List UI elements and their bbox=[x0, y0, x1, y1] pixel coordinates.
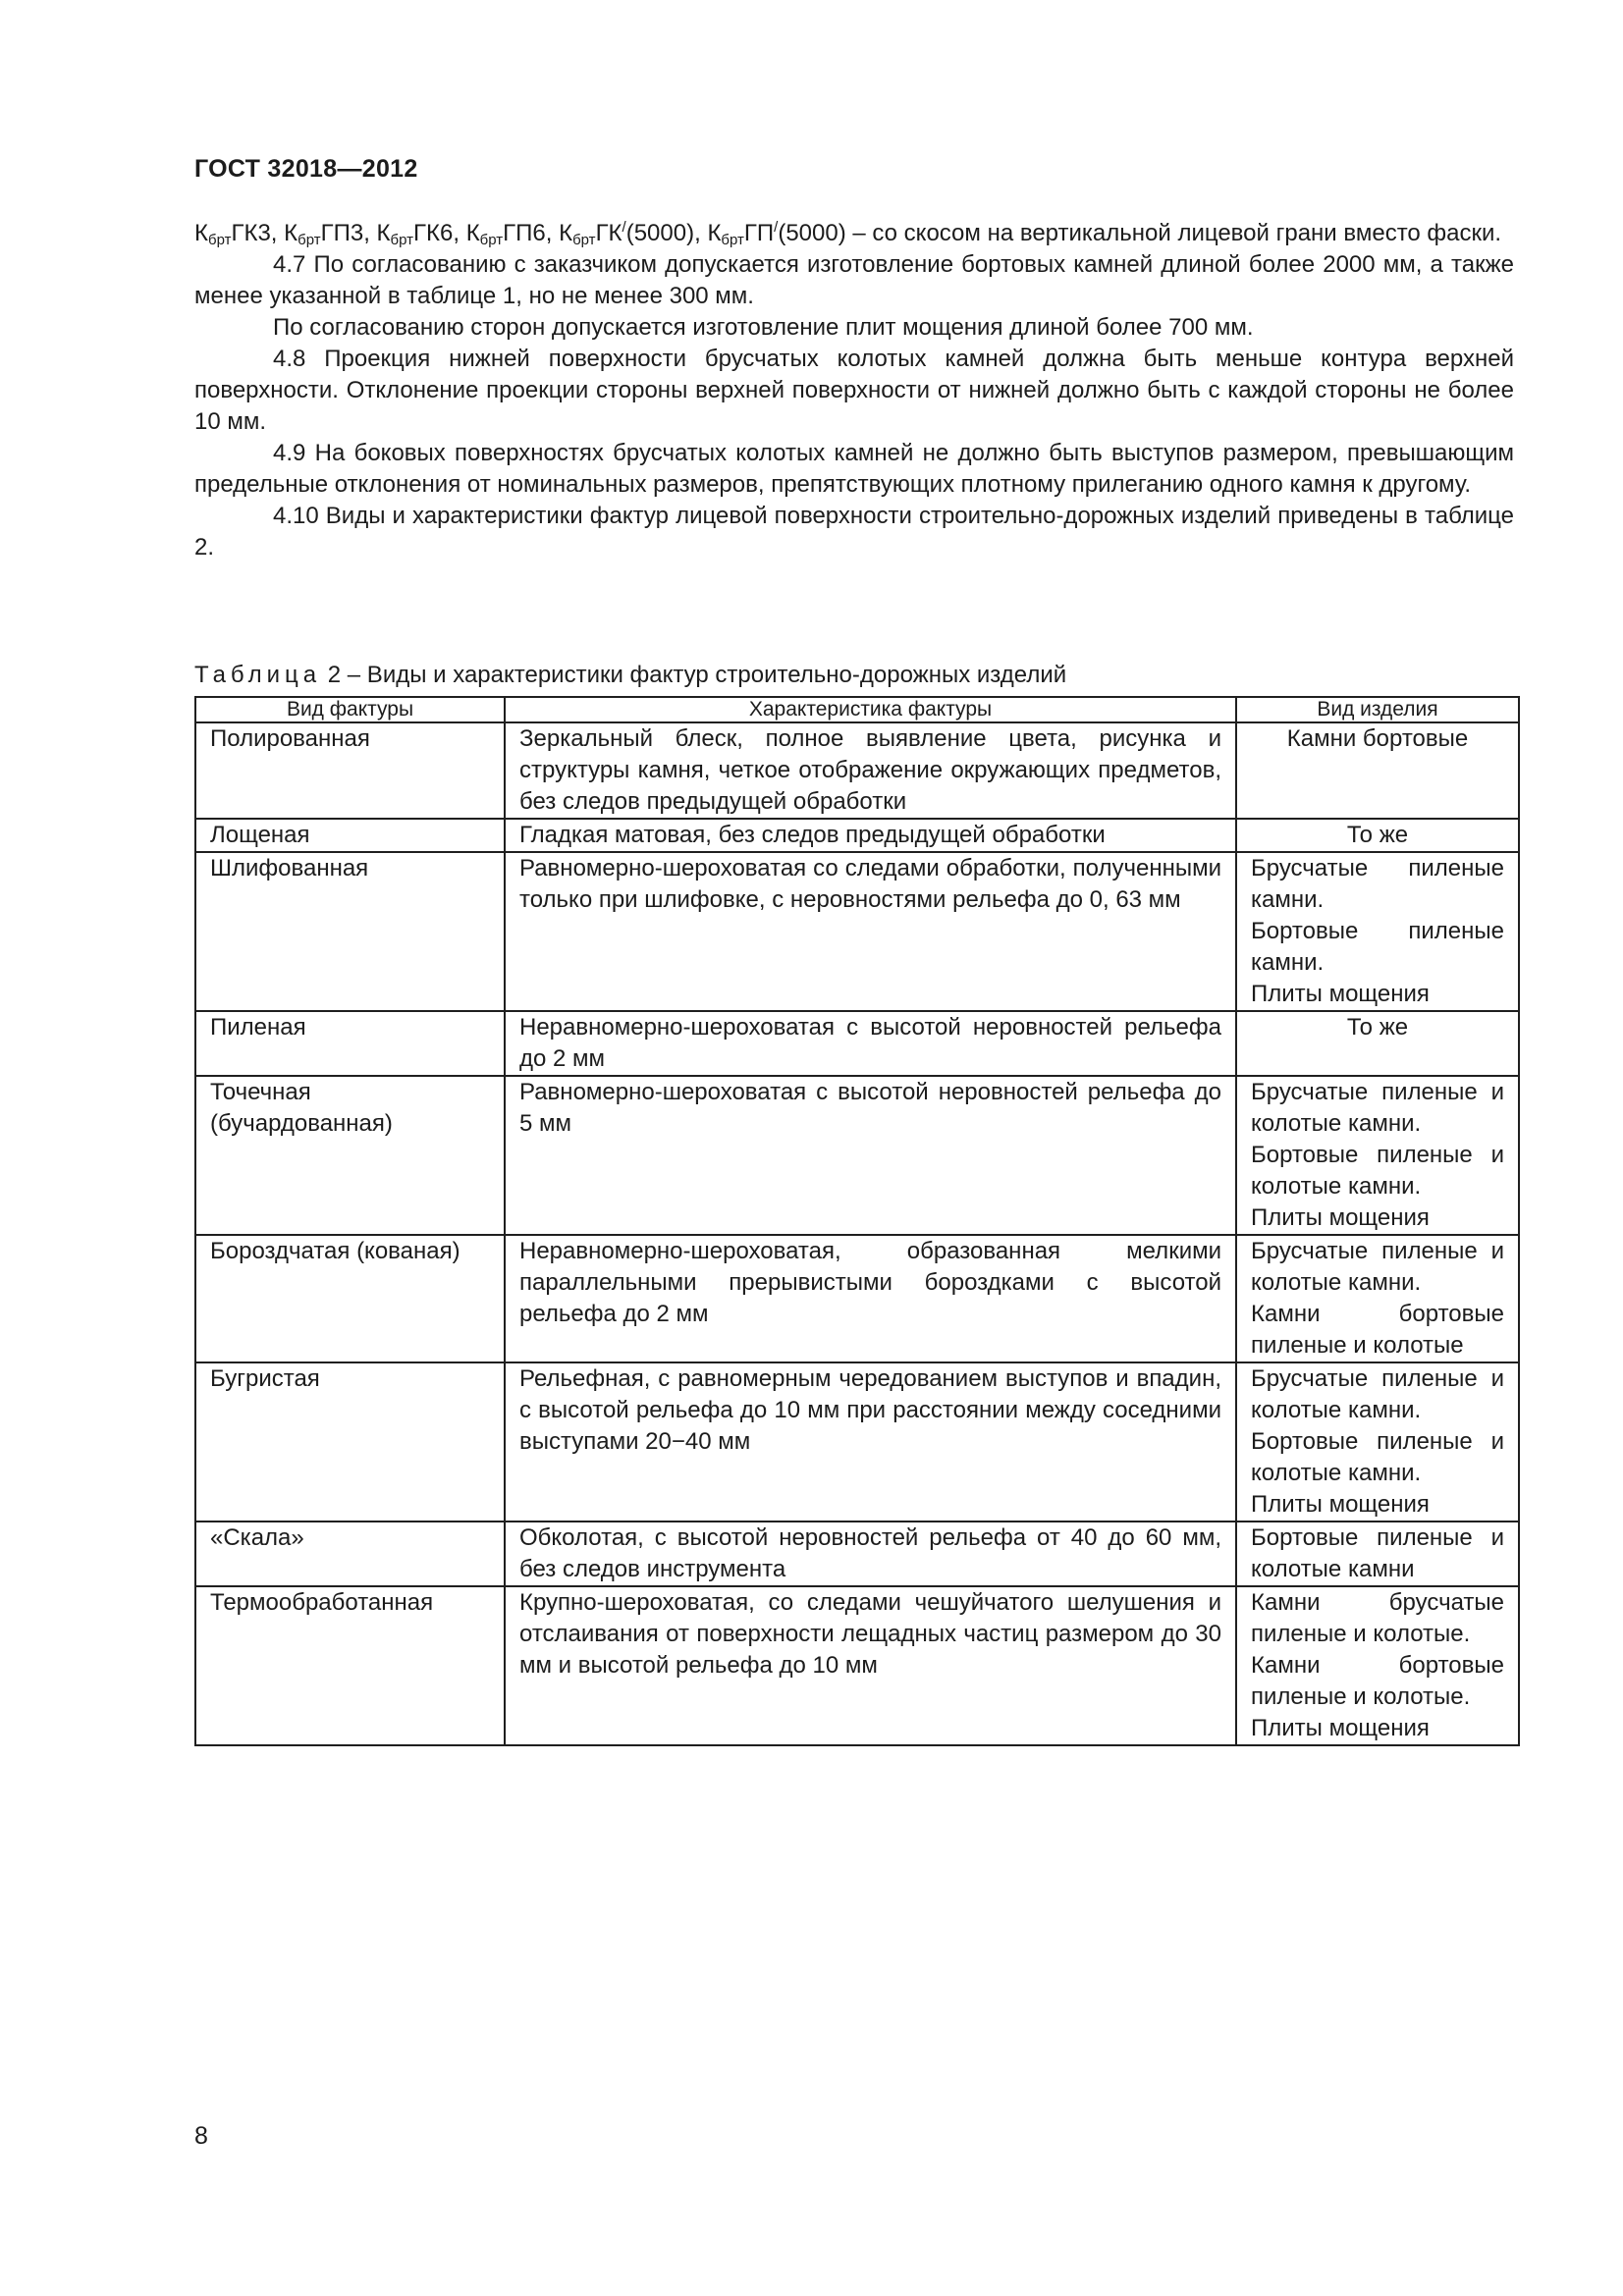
texture-cell: Бугристая bbox=[195, 1362, 505, 1522]
intro-rest: – со скосом на вертикальной лицевой грани вместо фаски. bbox=[845, 220, 1502, 246]
product-line: Брусчатые пиленые и колотые камни. bbox=[1251, 1079, 1504, 1137]
intro-k: К bbox=[707, 220, 722, 246]
intro-paragraph bbox=[194, 218, 1514, 249]
table-row bbox=[195, 1235, 1519, 1362]
table-row bbox=[195, 1586, 1519, 1745]
texture-table bbox=[194, 696, 1520, 1746]
texture-cell: Шлифованная bbox=[195, 852, 505, 1011]
texture-cell: Точечная (бучардованная) bbox=[195, 1076, 505, 1235]
product-cell bbox=[1236, 1011, 1519, 1076]
intro-k-sub: брт bbox=[298, 232, 321, 248]
table-row bbox=[195, 1011, 1519, 1076]
product-line: Бортовые пиленые и колотые камни. bbox=[1251, 1428, 1504, 1486]
intro-prime: / bbox=[774, 219, 779, 236]
product-cell bbox=[1236, 722, 1519, 819]
texture-cell: Полированная bbox=[195, 722, 505, 819]
paragraph-4-10: 4.10 Виды и характеристики фактур лицевой поверхности строительно-дорожных изделий приведены в таблице 2. bbox=[194, 503, 1514, 561]
intro-k: К bbox=[194, 220, 208, 246]
product-line: Бортовые пиленые камни. bbox=[1251, 918, 1504, 976]
table-header-row bbox=[195, 697, 1519, 722]
product-line: Камни брусчатые пиленые и колотые. bbox=[1251, 1589, 1504, 1647]
table-caption-text: 2 – Виды и характеристики фактур строительно-дорожных изделий bbox=[321, 662, 1067, 688]
product-line: Плиты мощения bbox=[1251, 981, 1430, 1007]
product-cell bbox=[1236, 1522, 1519, 1586]
product-line: Камни бортовые пиленые и колотые. bbox=[1251, 1652, 1504, 1710]
table-row bbox=[195, 722, 1519, 819]
product-cell bbox=[1236, 1076, 1519, 1235]
table-row bbox=[195, 1522, 1519, 1586]
intro-k: К bbox=[559, 220, 573, 246]
product-line: Плиты мощения bbox=[1251, 1204, 1430, 1231]
intro-prime: / bbox=[622, 219, 626, 236]
intro-mark: ГП3, bbox=[320, 220, 377, 246]
characteristic-cell: Равномерно-шероховатая со следами обработки, полученными только при шлифовке, с неровностями рельефа до 0, 63 мм bbox=[505, 852, 1236, 1011]
table-row bbox=[195, 1076, 1519, 1235]
characteristic-cell: Неравномерно-шероховатая с высотой неровностей рельефа до 2 мм bbox=[505, 1011, 1236, 1076]
paragraph-4-7-continued: По согласованию сторон допускается изготовление плит мощения длиной более 700 мм. bbox=[273, 314, 1254, 341]
product-line: То же bbox=[1346, 1014, 1409, 1041]
paragraph-4-9: 4.9 На боковых поверхностях брусчатых колотых камней не должно быть выступов размером, превышающим предельные отклонения от номинальных размеров, препятствующих плотному прилеганию одного камня к другому. bbox=[194, 440, 1514, 498]
texture-cell: Пиленая bbox=[195, 1011, 505, 1076]
table-caption-label: Таблица bbox=[194, 662, 322, 688]
product-cell bbox=[1236, 852, 1519, 1011]
table-caption bbox=[194, 660, 1066, 691]
table-row bbox=[195, 819, 1519, 852]
intro-k: К bbox=[465, 220, 480, 246]
intro-mark: ГК3, bbox=[231, 220, 285, 246]
intro-k-sub: брт bbox=[721, 232, 744, 248]
product-cell bbox=[1236, 1235, 1519, 1362]
page-number: 8 bbox=[194, 2122, 208, 2150]
product-cell bbox=[1236, 1362, 1519, 1522]
intro-k-sub: брт bbox=[207, 232, 232, 248]
product-line: Брусчатые пиленые камни. bbox=[1251, 855, 1504, 913]
header-product-type: Вид изделия bbox=[1236, 697, 1519, 722]
characteristic-cell: Рельефная, с равномерным чередованием выступов и впадин, с высотой рельефа до 10 мм при расстоянии между соседними выступами 20−40 мм bbox=[505, 1362, 1236, 1522]
texture-cell: Лощеная bbox=[195, 819, 505, 852]
characteristic-cell: Равномерно-шероховатая с высотой неровностей рельефа до 5 мм bbox=[505, 1076, 1236, 1235]
product-line: То же bbox=[1346, 822, 1409, 848]
header-characteristic: Характеристика фактуры bbox=[505, 697, 1236, 722]
characteristic-cell: Гладкая матовая, без следов предыдущей обработки bbox=[505, 819, 1236, 852]
product-line: Бортовые пиленые и колотые камни. bbox=[1251, 1142, 1504, 1200]
intro-mark-tail: (5000) bbox=[778, 220, 846, 246]
characteristic-cell: Обколотая, с высотой неровностей рельефа от 40 до 60 мм, без следов инструмента bbox=[505, 1522, 1236, 1586]
intro-mark: ГП bbox=[743, 220, 775, 246]
texture-cell: Термообработанная bbox=[195, 1586, 505, 1745]
header-texture-type: Вид фактуры bbox=[195, 697, 505, 722]
intro-k-sub: брт bbox=[572, 232, 596, 248]
body-text bbox=[194, 218, 1514, 563]
texture-cell: Бороздчатая (кованая) bbox=[195, 1235, 505, 1362]
intro-k-sub: брт bbox=[390, 232, 414, 248]
intro-mark: ГК6, bbox=[413, 220, 466, 246]
product-line: Бортовые пиленые и колотые камни bbox=[1251, 1524, 1504, 1582]
product-cell bbox=[1236, 1586, 1519, 1745]
product-line: Камни бортовые bbox=[1286, 725, 1469, 752]
paragraph-4-7: 4.7 По согласованию с заказчиком допускается изготовление бортовых камней длиной более 2000 мм, а также менее указанной в таблице 1, но не менее 300 мм. bbox=[194, 251, 1514, 309]
product-line: Плиты мощения bbox=[1251, 1491, 1430, 1518]
characteristic-cell: Неравномерно-шероховатая, образованная мелкими параллельными прерывистыми бороздками с высотой рельефа до 2 мм bbox=[505, 1235, 1236, 1362]
product-line: Плиты мощения bbox=[1251, 1715, 1430, 1741]
intro-k: К bbox=[284, 220, 298, 246]
product-cell bbox=[1236, 819, 1519, 852]
document-code-header: ГОСТ 32018—2012 bbox=[194, 155, 418, 183]
intro-mark-tail: (5000), bbox=[625, 220, 708, 246]
intro-k: К bbox=[376, 220, 391, 246]
product-line: Брусчатые пиленые и колотые камни. bbox=[1251, 1238, 1504, 1296]
product-line: Брусчатые пиленые и колотые камни. bbox=[1251, 1365, 1504, 1423]
table-row bbox=[195, 852, 1519, 1011]
paragraph-4-8: 4.8 Проекция нижней поверхности брусчатых колотых камней должна быть меньше контура верхней поверхности. Отклонение проекции стороны верхней поверхности от нижней должно быть с каждой стороны не более 10 мм. bbox=[194, 346, 1514, 435]
product-line: Камни бортовые пиленые и колотые bbox=[1251, 1301, 1504, 1359]
characteristic-cell: Крупно-шероховатая, со следами чешуйчатого шелушения и отслаивания от поверхности лещадных частиц размером до 30 мм и высотой рельефа до 10 мм bbox=[505, 1586, 1236, 1745]
texture-cell: «Скала» bbox=[195, 1522, 505, 1586]
table-row bbox=[195, 1362, 1519, 1522]
characteristic-cell: Зеркальный блеск, полное выявление цвета, рисунка и структуры камня, четкое отображение окружающих предметов, без следов предыдущей обработки bbox=[505, 722, 1236, 819]
intro-mark: ГК bbox=[595, 220, 622, 246]
intro-k-sub: брт bbox=[479, 232, 504, 248]
intro-mark: ГП6, bbox=[503, 220, 560, 246]
